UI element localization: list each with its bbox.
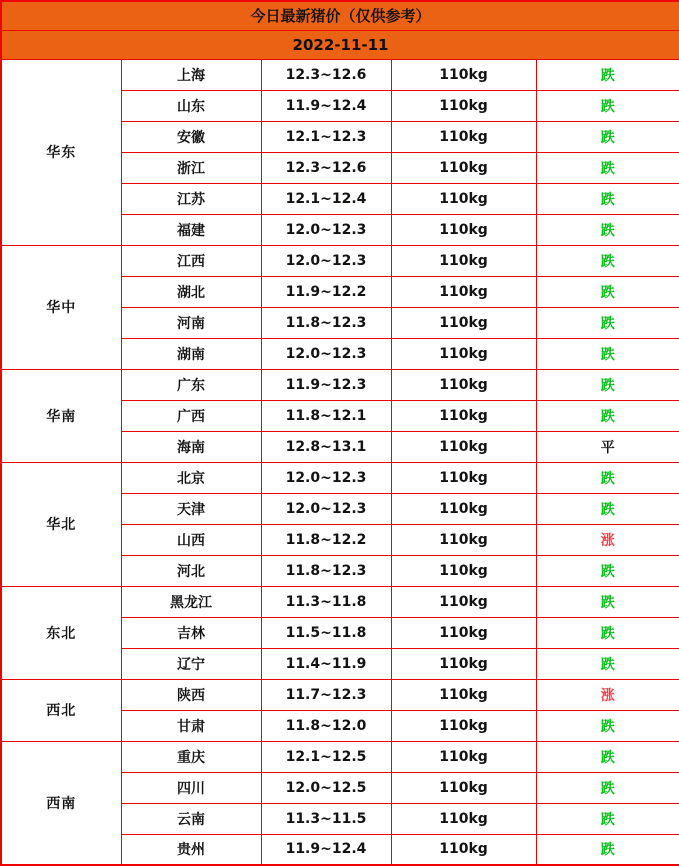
price-range: 11.8~12.2 bbox=[261, 524, 391, 555]
table-row bbox=[1, 59, 679, 90]
price-range: 12.1~12.5 bbox=[261, 741, 391, 772]
table-row bbox=[1, 679, 679, 710]
trend-badge: 跌 bbox=[536, 152, 679, 183]
trend-badge: 跌 bbox=[536, 214, 679, 245]
province-name: 江西 bbox=[121, 245, 261, 276]
weight-value: 110kg bbox=[391, 834, 536, 865]
weight-value: 110kg bbox=[391, 524, 536, 555]
price-range: 11.7~12.3 bbox=[261, 679, 391, 710]
trend-badge: 跌 bbox=[536, 338, 679, 369]
province-name: 四川 bbox=[121, 772, 261, 803]
province-name: 北京 bbox=[121, 462, 261, 493]
province-name: 福建 bbox=[121, 214, 261, 245]
date-row bbox=[1, 30, 679, 59]
weight-value: 110kg bbox=[391, 400, 536, 431]
province-name: 广西 bbox=[121, 400, 261, 431]
weight-value: 110kg bbox=[391, 555, 536, 586]
trend-badge: 跌 bbox=[536, 803, 679, 834]
price-range: 12.0~12.3 bbox=[261, 462, 391, 493]
province-name: 黑龙江 bbox=[121, 586, 261, 617]
province-name: 山东 bbox=[121, 90, 261, 121]
price-range: 12.1~12.3 bbox=[261, 121, 391, 152]
province-name: 山西 bbox=[121, 524, 261, 555]
price-range: 11.9~12.2 bbox=[261, 276, 391, 307]
price-range: 11.9~12.3 bbox=[261, 369, 391, 400]
trend-badge: 跌 bbox=[536, 90, 679, 121]
province-name: 重庆 bbox=[121, 741, 261, 772]
weight-value: 110kg bbox=[391, 617, 536, 648]
weight-value: 110kg bbox=[391, 493, 536, 524]
province-name: 湖南 bbox=[121, 338, 261, 369]
price-range: 12.8~13.1 bbox=[261, 431, 391, 462]
weight-value: 110kg bbox=[391, 741, 536, 772]
trend-badge: 跌 bbox=[536, 772, 679, 803]
province-name: 河南 bbox=[121, 307, 261, 338]
trend-badge: 跌 bbox=[536, 59, 679, 90]
province-name: 甘肃 bbox=[121, 710, 261, 741]
trend-badge: 跌 bbox=[536, 586, 679, 617]
trend-badge: 跌 bbox=[536, 555, 679, 586]
region-label: 华南 bbox=[1, 369, 121, 462]
weight-value: 110kg bbox=[391, 59, 536, 90]
weight-value: 110kg bbox=[391, 152, 536, 183]
weight-value: 110kg bbox=[391, 121, 536, 152]
trend-badge: 跌 bbox=[536, 307, 679, 338]
trend-badge: 涨 bbox=[536, 679, 679, 710]
price-range: 11.3~11.5 bbox=[261, 803, 391, 834]
province-name: 湖北 bbox=[121, 276, 261, 307]
price-range: 12.0~12.3 bbox=[261, 245, 391, 276]
table-row bbox=[1, 586, 679, 617]
price-range: 11.8~12.3 bbox=[261, 307, 391, 338]
province-name: 天津 bbox=[121, 493, 261, 524]
price-range: 11.8~12.1 bbox=[261, 400, 391, 431]
trend-badge: 跌 bbox=[536, 369, 679, 400]
price-range: 12.0~12.3 bbox=[261, 493, 391, 524]
trend-badge: 跌 bbox=[536, 400, 679, 431]
table-row bbox=[1, 369, 679, 400]
trend-badge: 跌 bbox=[536, 493, 679, 524]
weight-value: 110kg bbox=[391, 338, 536, 369]
price-range: 12.1~12.4 bbox=[261, 183, 391, 214]
province-name: 江苏 bbox=[121, 183, 261, 214]
trend-badge: 跌 bbox=[536, 183, 679, 214]
region-label: 西北 bbox=[1, 679, 121, 741]
price-range: 12.0~12.3 bbox=[261, 338, 391, 369]
price-range: 12.3~12.6 bbox=[261, 59, 391, 90]
weight-value: 110kg bbox=[391, 586, 536, 617]
weight-value: 110kg bbox=[391, 214, 536, 245]
trend-badge: 跌 bbox=[536, 648, 679, 679]
price-range: 11.3~11.8 bbox=[261, 586, 391, 617]
price-range: 11.4~11.9 bbox=[261, 648, 391, 679]
weight-value: 110kg bbox=[391, 183, 536, 214]
trend-badge: 跌 bbox=[536, 121, 679, 152]
trend-badge: 平 bbox=[536, 431, 679, 462]
region-label: 华东 bbox=[1, 59, 121, 245]
region-label: 东北 bbox=[1, 586, 121, 679]
page-title: 今日最新猪价（仅供参考） bbox=[1, 1, 679, 30]
weight-value: 110kg bbox=[391, 431, 536, 462]
weight-value: 110kg bbox=[391, 369, 536, 400]
price-range: 11.8~12.3 bbox=[261, 555, 391, 586]
price-range: 12.0~12.5 bbox=[261, 772, 391, 803]
province-name: 贵州 bbox=[121, 834, 261, 865]
trend-badge: 跌 bbox=[536, 741, 679, 772]
province-name: 陕西 bbox=[121, 679, 261, 710]
trend-badge: 跌 bbox=[536, 710, 679, 741]
weight-value: 110kg bbox=[391, 90, 536, 121]
table-row bbox=[1, 741, 679, 772]
weight-value: 110kg bbox=[391, 679, 536, 710]
province-name: 云南 bbox=[121, 803, 261, 834]
trend-badge: 跌 bbox=[536, 617, 679, 648]
province-name: 广东 bbox=[121, 369, 261, 400]
price-range: 11.9~12.4 bbox=[261, 834, 391, 865]
region-label: 西南 bbox=[1, 741, 121, 865]
province-name: 辽宁 bbox=[121, 648, 261, 679]
province-name: 安徽 bbox=[121, 121, 261, 152]
date-label: 2022-11-11 bbox=[1, 30, 679, 59]
price-range: 11.5~11.8 bbox=[261, 617, 391, 648]
weight-value: 110kg bbox=[391, 772, 536, 803]
weight-value: 110kg bbox=[391, 307, 536, 338]
province-name: 河北 bbox=[121, 555, 261, 586]
province-name: 海南 bbox=[121, 431, 261, 462]
price-range: 11.9~12.4 bbox=[261, 90, 391, 121]
trend-badge: 涨 bbox=[536, 524, 679, 555]
weight-value: 110kg bbox=[391, 710, 536, 741]
price-table-body bbox=[1, 1, 679, 865]
region-label: 华中 bbox=[1, 245, 121, 369]
price-range: 12.3~12.6 bbox=[261, 152, 391, 183]
province-name: 上海 bbox=[121, 59, 261, 90]
weight-value: 110kg bbox=[391, 245, 536, 276]
table-row bbox=[1, 462, 679, 493]
trend-badge: 跌 bbox=[536, 462, 679, 493]
weight-value: 110kg bbox=[391, 276, 536, 307]
price-range: 12.0~12.3 bbox=[261, 214, 391, 245]
province-name: 吉林 bbox=[121, 617, 261, 648]
trend-badge: 跌 bbox=[536, 834, 679, 865]
weight-value: 110kg bbox=[391, 462, 536, 493]
trend-badge: 跌 bbox=[536, 276, 679, 307]
table-row bbox=[1, 245, 679, 276]
region-label: 华北 bbox=[1, 462, 121, 586]
title-row bbox=[1, 1, 679, 30]
trend-badge: 跌 bbox=[536, 245, 679, 276]
price-range: 11.8~12.0 bbox=[261, 710, 391, 741]
weight-value: 110kg bbox=[391, 803, 536, 834]
weight-value: 110kg bbox=[391, 648, 536, 679]
province-name: 浙江 bbox=[121, 152, 261, 183]
